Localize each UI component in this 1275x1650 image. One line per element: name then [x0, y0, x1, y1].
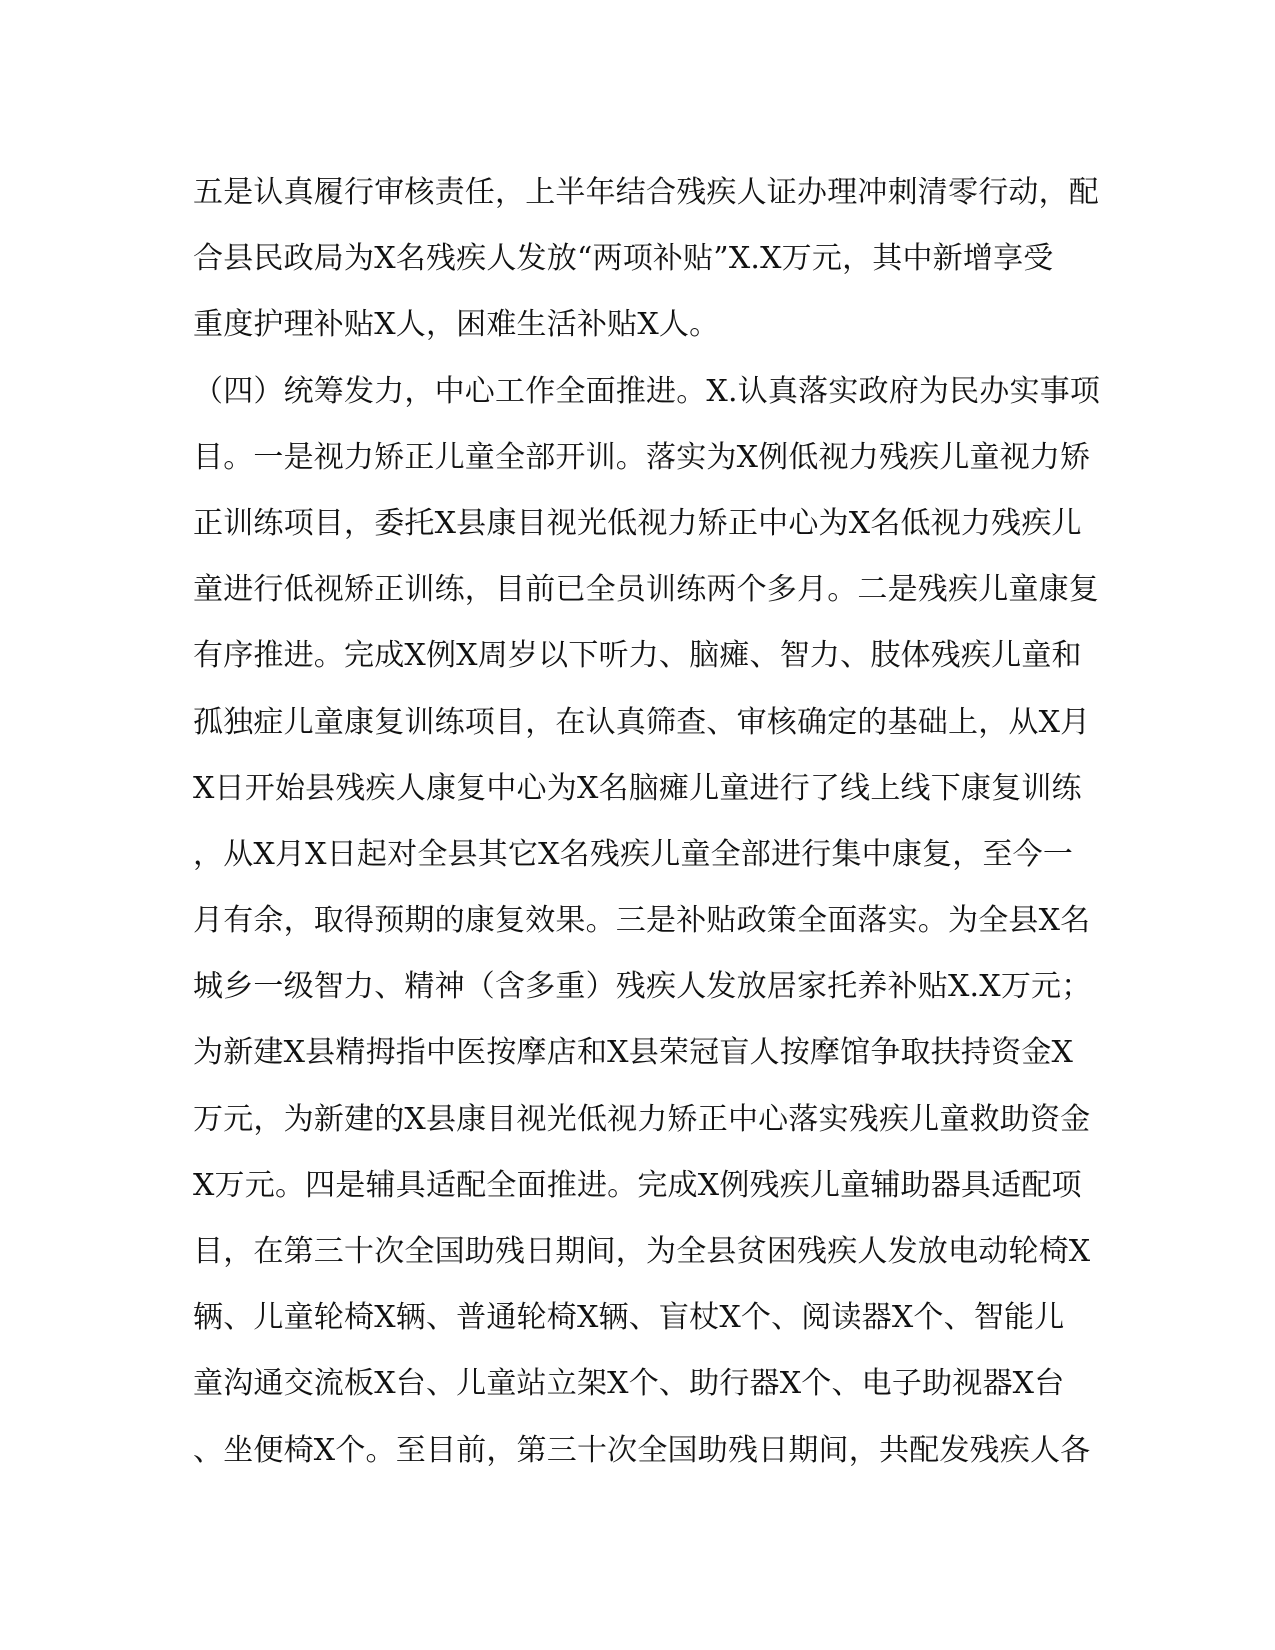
text-line: 孤独症儿童康复训练项目，在认真筛查、审核确定的基础上，从X月 [193, 704, 1091, 740]
text-line: 五是认真履行审核责任，上半年结合残疾人证办理冲刺清零行动，配 [193, 175, 1099, 210]
text-line: 重度护理补贴X人，困难生活补贴X人。 [193, 307, 720, 343]
text-line: 为新建X县精拇指中医按摩店和X县荣冠盲人按摩馆争取扶持资金X [193, 1035, 1074, 1071]
text-line: ，从X月X日起对全县其它X名残疾儿童全部进行集中康复，至今一 [193, 836, 1074, 872]
text-line: 目，在第三十次全国助残日期间，为全县贫困残疾人发放电动轮椅X [193, 1234, 1091, 1269]
text-line: 童进行低视矫正训练，目前已全员训练两个多月。二是残疾儿童康复 [193, 572, 1099, 608]
text-line: （四）统筹发力，中心工作全面推进。X.认真落实政府为民办实事项 [193, 373, 1101, 409]
text-line: X万元。四是辅具适配全面推进。完成X例残疾儿童辅助器具适配项 [193, 1167, 1082, 1203]
text-line: 合县民政局为X名残疾人发放“两项补贴”X.X万元，其中新增享受 [193, 241, 1054, 277]
text-line: 有序推进。完成X例X周岁以下听力、脑瘫、智力、肢体残疾儿童和 [193, 638, 1082, 674]
text-line: X日开始县残疾人康复中心为X名脑瘫儿童进行了线上线下康复训练 [193, 770, 1082, 806]
text-line: 、坐便椅X个。至目前，第三十次全国助残日期间，共配发残疾人各 [193, 1432, 1091, 1468]
text-line: 万元，为新建的X县康目视光低视力矫正中心落实残疾儿童救助资金 [193, 1101, 1091, 1137]
text-line: 正训练项目，委托X县康目视光低视力矫正中心为X名低视力残疾儿 [193, 505, 1082, 541]
text-line: 辆、儿童轮椅X辆、普通轮椅X辆、盲杖X个、阅读器X个、智能儿 [193, 1300, 1065, 1336]
text-line: 童沟通交流板X台、儿童站立架X个、助行器X个、电子助视器X台 [193, 1366, 1065, 1402]
text-line: 月有余，取得预期的康复效果。三是补贴政策全面落实。为全县X名 [193, 903, 1091, 939]
text-line: 城乡一级智力、精神（含多重）残疾人发放居家托养补贴X.X万元； [193, 969, 1092, 1005]
text-line: 目。一是视力矫正儿童全部开训。落实为X例低视力残疾儿童视力矫 [193, 439, 1091, 475]
body-text [193, 160, 1101, 1484]
